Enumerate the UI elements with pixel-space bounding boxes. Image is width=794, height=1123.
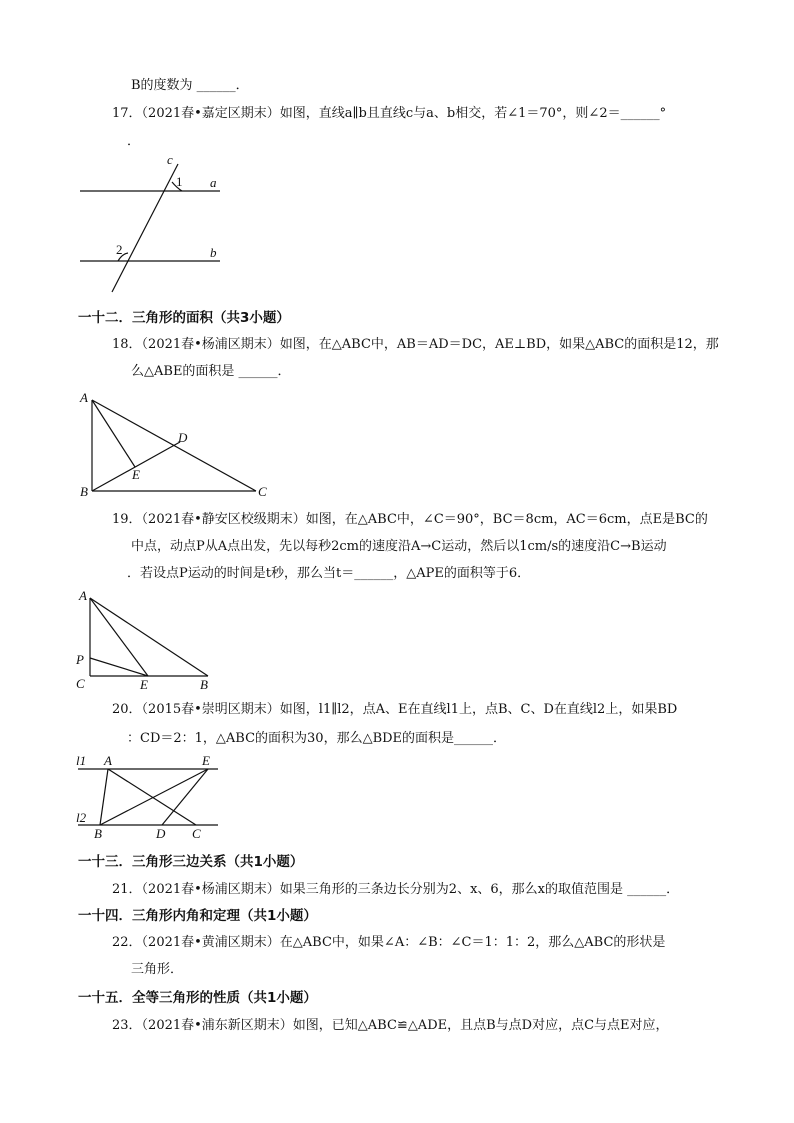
label-A: A: [80, 390, 88, 405]
label-1: 1: [176, 174, 183, 189]
section-14-title: 一十四．三角形内角和定理（共1小题）: [78, 908, 317, 924]
figure-20-parallel-triangles: [72, 752, 232, 844]
segment-ac: [108, 769, 196, 825]
label-a: a: [210, 175, 217, 190]
segment-ab: [100, 769, 108, 825]
line-c: [112, 164, 178, 292]
label-B: B: [94, 826, 102, 841]
side-ab: [90, 598, 208, 676]
label-D: D: [178, 430, 188, 445]
figure-18-triangle: [76, 388, 276, 500]
segment-ae: [92, 400, 135, 467]
q17-text: 17．（2021春•嘉定区期末）如图，直线a∥b且直线c与a、b相交，若∠1＝70°，则∠2＝______°: [112, 106, 667, 121]
q17-text-cont: ．: [127, 134, 141, 149]
label-E: E: [140, 677, 148, 692]
label-D: D: [156, 826, 166, 841]
q21-text: 21．（2021春•杨浦区期末）如果三角形的三条边长分别为2、x、6，那么x的取值范围是 ______．: [112, 882, 680, 897]
segment-de: [162, 769, 208, 825]
label-E: E: [132, 467, 140, 482]
q16-answer-line: B的度数为 ______．: [131, 78, 249, 93]
q22-text-cont: 三角形．: [131, 962, 184, 977]
label-l2: l2: [76, 810, 87, 825]
section-12-title: 一十二．三角形的面积（共3小题）: [78, 310, 290, 326]
q19-text-cont2: ．若设点P运动的时间是t秒，那么当t＝______，△APE的面积等于6．: [127, 566, 531, 581]
label-A: A: [104, 753, 112, 768]
q19-text: 19．（2021春•静安区校级期末）如图，在△ABC中，∠C＝90°，BC＝8cm，AC＝6cm，点E是BC的: [112, 512, 708, 527]
label-l1: l1: [76, 753, 87, 768]
figure-17-parallel-lines: [70, 150, 240, 300]
label-B: B: [80, 484, 88, 499]
label-C: C: [258, 484, 267, 499]
segment-ae: [90, 598, 148, 676]
q18-text-cont: 么△ABE的面积是 ______．: [131, 364, 291, 379]
label-E: E: [202, 753, 210, 768]
q18-text: 18．（2021春•杨浦区期末）如图，在△ABC中，AB＝AD＝DC，AE⊥BD，如果△ABC的面积是12，那: [112, 337, 719, 352]
segment-be: [100, 769, 208, 825]
q20-text: 20．（2015春•崇明区期末）如图，l1∥l2，点A、E在直线l1上，点B、C、D在直线l2上，如果BD: [112, 702, 678, 717]
label-P: P: [76, 652, 84, 667]
figure-19-right-triangle: [72, 588, 232, 692]
q20-text-cont: ：CD＝2：1，△ABC的面积为30，那么△BDE的面积是______．: [127, 731, 507, 746]
label-b: b: [210, 245, 217, 260]
label-c: c: [167, 152, 173, 167]
q22-text: 22．（2021春•黄浦区期末）在△ABC中，如果∠A：∠B：∠C＝1：1：2，那么△ABC的形状是: [112, 935, 666, 950]
section-15-title: 一十五．全等三角形的性质（共1小题）: [78, 990, 317, 1006]
label-A: A: [79, 588, 87, 603]
label-C: C: [76, 676, 85, 691]
label-2: 2: [116, 242, 123, 257]
segment-pe: [90, 658, 148, 676]
q19-text-cont1: 中点，动点P从A点出发，先以每秒2cm的速度沿A→C运动，然后以1cm/s的速度沿C→B运动: [131, 539, 667, 554]
q23-text: 23．（2021春•浦东新区期末）如图，已知△ABC≌△ADE，且点B与点D对应，点C与点E对应，: [112, 1018, 669, 1033]
label-B: B: [200, 677, 208, 692]
label-C: C: [192, 826, 201, 841]
section-13-title: 一十三．三角形三边关系（共1小题）: [78, 854, 304, 870]
